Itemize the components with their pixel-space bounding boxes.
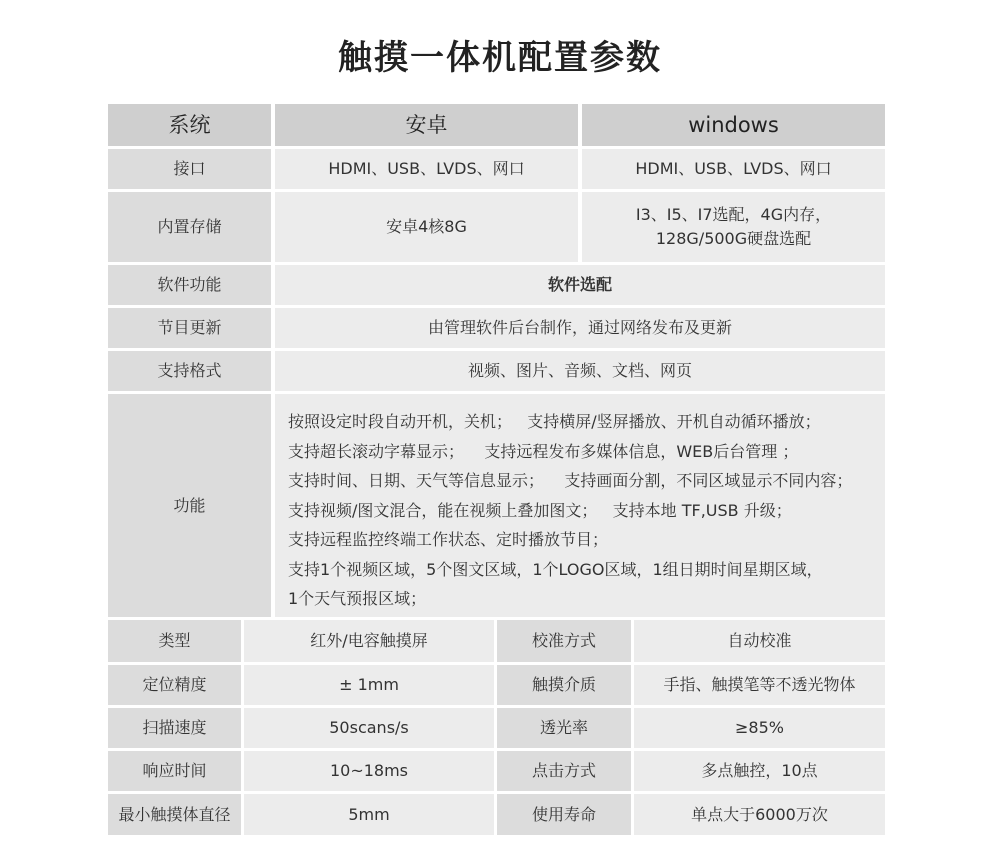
spec-label: 校准方式 [497, 620, 631, 662]
page-title: 触摸一体机配置参数 [338, 38, 662, 78]
spec-value: ≥85% [634, 708, 885, 748]
storage-windows-line2: 128G/500G硬盘选配 [655, 229, 812, 248]
spec-value: 单点大于6000万次 [634, 794, 885, 835]
software-value: 软件选配 [275, 265, 885, 305]
spec-label: 类型 [108, 620, 241, 662]
function-line: 支持视频/图文混合，能在视频上叠加图文； 支持本地 TF,USB 升级； [288, 500, 792, 520]
spec-label: 触摸介质 [497, 665, 631, 705]
header-system: 系统 [108, 104, 271, 146]
spec-value: 手指、触摸笔等不透光物体 [634, 665, 885, 705]
spec-value: 50scans/s [244, 708, 494, 748]
header-android: 安卓 [275, 104, 578, 146]
spec-value: 5mm [244, 794, 494, 835]
storage-windows-line1: I3、I5、I7选配，4G内存， [635, 205, 832, 224]
storage-android: 安卓4核8G [275, 192, 578, 262]
function-line: 支持1个视频区域，5个图文区域，1个LOGO区域，1组日期时间星期区域， [288, 559, 823, 579]
spec-label: 最小触摸体直径 [108, 794, 241, 835]
update-value: 由管理软件后台制作，通过网络发布及更新 [275, 308, 885, 348]
label-interface: 接口 [108, 149, 271, 189]
function-line: 支持远程监控终端工作状态、定时播放节目； [288, 530, 609, 549]
spec-value: 10~18ms [244, 751, 494, 791]
header-windows: windows [582, 104, 885, 146]
function-line: 1个天气预报区域； [288, 589, 427, 608]
formats-value: 视频、图片、音频、文档、网页 [275, 351, 885, 391]
spec-label: 使用寿命 [497, 794, 631, 835]
label-software: 软件功能 [108, 265, 271, 305]
spec-label: 响应时间 [108, 751, 241, 791]
spec-label: 定位精度 [108, 665, 241, 705]
spec-value: 红外/电容触摸屏 [244, 620, 494, 662]
label-formats: 支持格式 [108, 351, 271, 391]
functions-list [275, 394, 885, 617]
interface-windows: HDMI、USB、LVDS、网口 [582, 149, 885, 189]
storage-windows [582, 192, 885, 262]
spec-value: ± 1mm [244, 665, 494, 705]
spec-value: 多点触控，10点 [634, 751, 885, 791]
spec-label: 点击方式 [497, 751, 631, 791]
label-storage: 内置存储 [108, 192, 271, 262]
spec-value: 自动校准 [634, 620, 885, 662]
function-line: 支持时间、日期、天气等信息显示； 支持画面分割，不同区域显示不同内容； [288, 471, 853, 490]
function-line: 支持超长滚动字幕显示； 支持远程发布多媒体信息，WEB后台管理 ； [288, 441, 799, 461]
interface-android: HDMI、USB、LVDS、网口 [275, 149, 578, 189]
spec-label: 透光率 [497, 708, 631, 748]
function-line: 按照设定时段自动开机，关机； 支持横屏/竖屏播放、开机自动循环播放； [288, 412, 821, 431]
label-update: 节目更新 [108, 308, 271, 348]
spec-label: 扫描速度 [108, 708, 241, 748]
label-functions: 功能 [108, 394, 271, 617]
